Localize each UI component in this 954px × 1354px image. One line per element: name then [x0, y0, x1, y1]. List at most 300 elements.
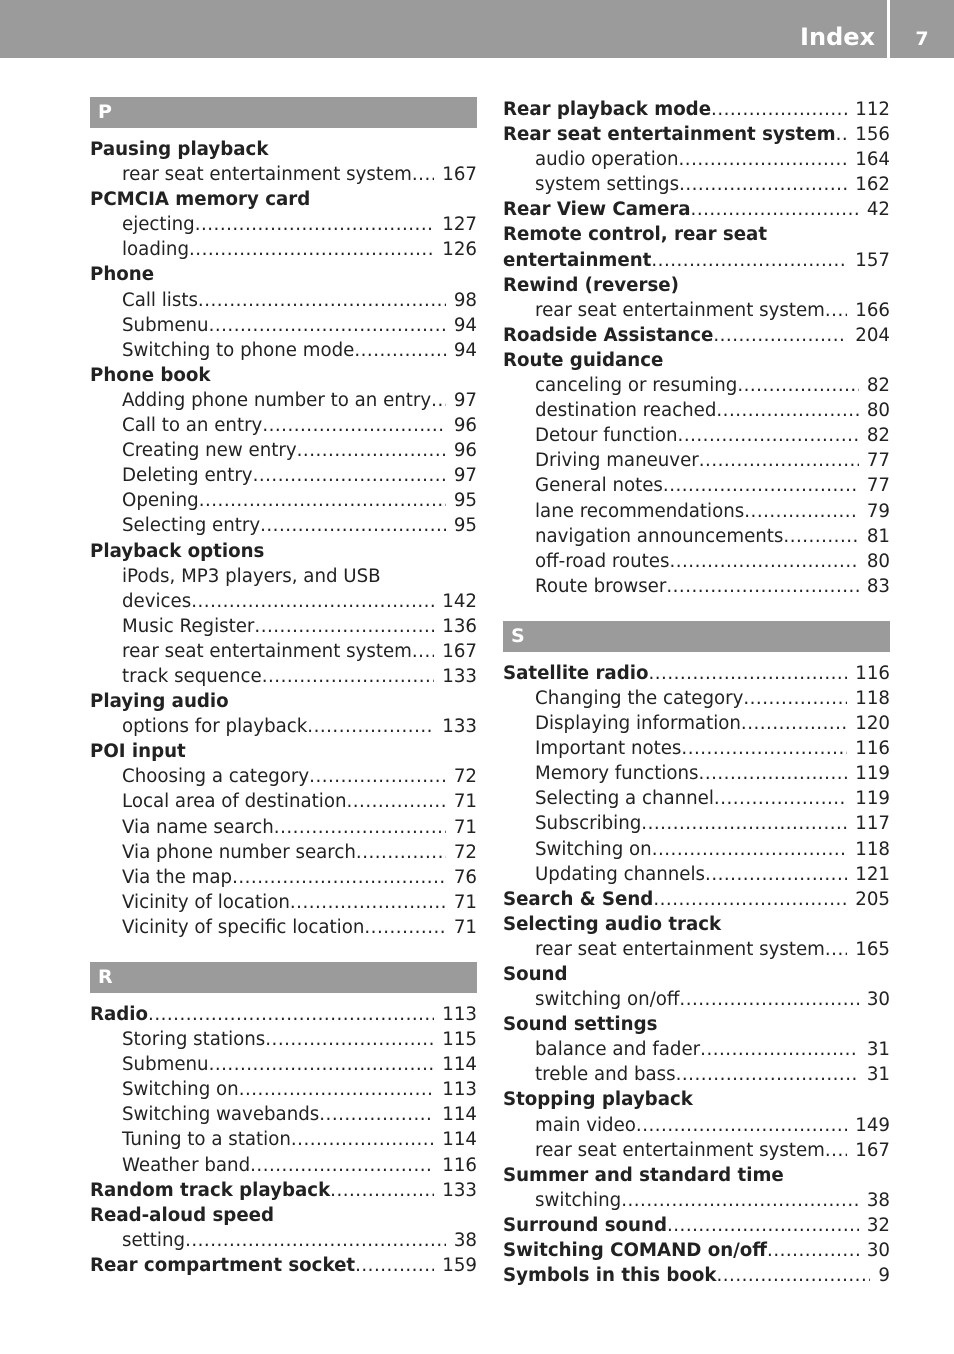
index-group-r	[90, 962, 477, 1278]
leader-dots	[356, 840, 446, 865]
entry-label: Creating new entry	[122, 440, 297, 462]
index-subentry[interactable]	[503, 1113, 890, 1138]
entry-page-number: 71	[453, 816, 477, 838]
index-subentry[interactable]	[90, 815, 477, 840]
entry-page-number: 159	[442, 1254, 477, 1276]
entry-label: Random track playback	[90, 1179, 331, 1201]
leader-dots	[743, 686, 847, 711]
leader-dots	[297, 438, 446, 463]
entry-label: Storing stations	[122, 1029, 266, 1051]
entry-page-number: 127	[442, 214, 477, 236]
index-entry	[503, 1087, 890, 1112]
entry-page-number: 72	[453, 841, 477, 863]
index-subentry[interactable]	[503, 786, 890, 811]
leader-dots	[431, 388, 446, 413]
entry-page-number: 117	[855, 813, 890, 835]
index-entry	[90, 539, 477, 564]
entry-label: Symbols in this book	[503, 1265, 717, 1287]
leader-dots	[741, 711, 847, 736]
index-subentry[interactable]	[90, 1228, 477, 1253]
index-entry	[503, 273, 890, 298]
entry-page-number: 164	[855, 149, 890, 171]
index-entry[interactable]	[503, 661, 890, 686]
entry-page-number: 72	[453, 766, 477, 788]
entry-label: Call lists	[122, 289, 198, 311]
index-entry[interactable]	[503, 248, 890, 273]
index-entry	[503, 348, 890, 373]
entry-label: Sound	[503, 964, 568, 985]
index-subentry[interactable]	[503, 172, 890, 197]
leader-dots	[290, 890, 446, 915]
index-subentry[interactable]	[90, 388, 477, 413]
page-title: Index	[800, 23, 875, 51]
leader-dots	[699, 448, 859, 473]
entry-label: rear seat entertainment system	[535, 938, 825, 960]
index-subentry[interactable]	[503, 499, 890, 524]
entry-label: Route guidance	[503, 349, 664, 371]
index-entry[interactable]	[503, 97, 890, 122]
index-entry	[90, 137, 477, 162]
leader-dots	[825, 937, 847, 962]
index-entry[interactable]	[503, 887, 890, 912]
leader-dots	[274, 815, 446, 840]
entry-page-number: 30	[866, 989, 890, 1011]
index-subentry[interactable]	[90, 313, 477, 338]
entry-page-number: 31	[866, 1039, 890, 1061]
entry-label: track sequence	[122, 665, 262, 687]
leader-dots	[691, 197, 859, 222]
leader-dots	[705, 862, 847, 887]
leader-dots	[355, 1253, 434, 1278]
index-subentry[interactable]	[90, 789, 477, 814]
entry-label: PCMCIA memory card	[90, 189, 311, 211]
index-subentry[interactable]	[503, 524, 890, 549]
entry-page-number: 116	[855, 662, 890, 684]
entry-label: Detour function	[535, 425, 678, 447]
index-subentry[interactable]	[503, 761, 890, 786]
index-entry	[90, 689, 477, 714]
leader-dots	[653, 887, 847, 912]
entry-label: Rear compartment socket	[90, 1254, 356, 1276]
entry-label: General notes	[535, 475, 663, 497]
entry-label: Tuning to a station	[122, 1129, 291, 1151]
entry-label: Local area of destination	[122, 791, 347, 813]
entry-label: Driving maneuver	[535, 450, 699, 472]
page-header	[0, 0, 954, 58]
entry-page-number: 95	[453, 490, 477, 512]
entry-label: Vicinity of location	[122, 891, 290, 913]
leader-dots	[663, 473, 859, 498]
index-entry[interactable]	[503, 323, 890, 348]
index-subentry[interactable]	[503, 987, 890, 1012]
entry-label: Sound settings	[503, 1014, 658, 1036]
entry-page-number: 82	[866, 425, 890, 447]
entry-page-number: 83	[866, 575, 890, 597]
entry-page-number: 205	[855, 888, 890, 910]
entry-label: Submenu	[122, 314, 209, 336]
leader-dots	[825, 298, 847, 323]
leader-dots	[737, 373, 859, 398]
entry-label: balance and fader	[535, 1039, 701, 1061]
leader-dots	[636, 1113, 847, 1138]
entry-page-number: 149	[855, 1114, 890, 1136]
leader-dots	[291, 1127, 434, 1152]
leader-dots	[700, 1037, 859, 1062]
entry-label: loading	[122, 239, 189, 261]
leader-dots	[711, 97, 847, 122]
entry-page-number: 116	[442, 1154, 477, 1176]
entry-page-number: 133	[442, 665, 477, 687]
index-subentry[interactable]	[503, 549, 890, 574]
entry-page-number: 97	[453, 465, 477, 487]
entry-page-number: 119	[855, 788, 890, 810]
entry-label: devices	[122, 590, 192, 612]
leader-dots	[199, 488, 446, 513]
entry-label: POI input	[90, 741, 186, 763]
entry-label: Submenu	[122, 1054, 209, 1076]
leader-dots	[260, 513, 446, 538]
index-subentry[interactable]	[503, 147, 890, 172]
index-subentry[interactable]	[503, 1037, 890, 1062]
leader-dots	[412, 639, 434, 664]
entry-page-number: 116	[855, 738, 890, 760]
index-subentry[interactable]	[90, 764, 477, 789]
entry-label: Call to an entry	[122, 415, 263, 437]
entry-page-number: 136	[442, 615, 477, 637]
index-entry[interactable]	[90, 1178, 477, 1203]
entry-label: Rear View Camera	[503, 199, 691, 221]
leader-dots	[185, 1228, 446, 1253]
entry-page-number: 133	[442, 716, 477, 738]
leader-dots	[239, 1077, 435, 1102]
entry-label: Satellite radio	[503, 662, 649, 684]
entry-label: entertainment	[503, 249, 652, 271]
entry-label: ejecting	[122, 214, 195, 236]
index-subentry[interactable]	[90, 438, 477, 463]
index-subentry[interactable]	[503, 1062, 890, 1087]
entry-label: Playing audio	[90, 691, 229, 713]
entry-page-number: 94	[453, 314, 477, 336]
index-subentry[interactable]	[503, 398, 890, 423]
entry-page-number: 9	[878, 1265, 890, 1287]
index-subentry[interactable]	[503, 862, 890, 887]
entry-label: Changing the category	[535, 687, 744, 709]
entry-label: Rewind (reverse)	[503, 274, 679, 296]
index-subentry[interactable]	[90, 1153, 477, 1178]
leader-dots	[191, 589, 434, 614]
entry-label: Read-aloud speed	[90, 1204, 275, 1226]
index-subentry[interactable]	[90, 840, 477, 865]
index-subentry[interactable]	[90, 162, 477, 187]
entry-label: Search & Send	[503, 888, 654, 910]
index-subentry[interactable]	[90, 589, 477, 614]
entry-label: Adding phone number to an entry	[122, 389, 432, 411]
index-entry[interactable]	[503, 197, 890, 222]
entry-label: Roadside Assistance	[503, 324, 714, 346]
entry-label: Selecting audio track	[503, 913, 722, 935]
entry-page-number: 79	[866, 500, 890, 522]
entry-label: Deleting entry	[122, 465, 253, 487]
index-subentry[interactable]	[503, 937, 890, 962]
entry-label: audio operation	[535, 149, 679, 171]
entry-label: Selecting entry	[122, 515, 261, 537]
index-subentry[interactable]	[90, 413, 477, 438]
entry-page-number: 115	[442, 1029, 477, 1051]
entry-label: main video	[535, 1114, 636, 1136]
entry-label: Vicinity of specific location	[122, 916, 365, 938]
index-entry	[503, 962, 890, 987]
leader-dots	[699, 761, 848, 786]
entry-page-number: 71	[453, 916, 477, 938]
leader-dots	[641, 811, 847, 836]
entry-label: Remote control, rear seat	[503, 224, 768, 246]
entry-page-number: 121	[855, 863, 890, 885]
leader-dots	[714, 786, 847, 811]
leader-dots	[836, 122, 848, 147]
index-subentry[interactable]	[503, 711, 890, 736]
entry-page-number: 80	[866, 400, 890, 422]
entry-label: treble and bass	[535, 1064, 676, 1086]
leader-dots	[262, 413, 446, 438]
entry-page-number: 142	[442, 590, 477, 612]
index-subentry[interactable]	[503, 1138, 890, 1163]
entry-page-number: 167	[442, 640, 477, 662]
index-subentry[interactable]	[503, 574, 890, 599]
entry-page-number: 71	[453, 791, 477, 813]
leader-dots	[667, 1213, 859, 1238]
entry-label: Phone book	[90, 364, 211, 386]
entry-label: options for playback	[122, 716, 308, 738]
leader-dots	[679, 987, 858, 1012]
entry-label: canceling or resuming	[535, 375, 738, 397]
index-subentry[interactable]	[503, 298, 890, 323]
leader-dots	[648, 661, 847, 686]
entry-label: Displaying information	[535, 713, 741, 735]
index-subentry[interactable]	[503, 686, 890, 711]
leader-dots	[825, 1138, 847, 1163]
index-subentry[interactable]	[503, 811, 890, 836]
leader-dots	[716, 398, 858, 423]
entry-label: Weather band	[122, 1154, 251, 1176]
index-entry[interactable]	[503, 122, 890, 147]
entry-label: off-road routes	[535, 550, 670, 572]
index-subentry[interactable]	[503, 1188, 890, 1213]
leader-dots	[309, 764, 446, 789]
index-entry[interactable]	[503, 1213, 890, 1238]
leader-dots	[679, 147, 848, 172]
entry-label: Switching to phone mode	[122, 339, 355, 361]
index-subentry[interactable]	[90, 288, 477, 313]
entry-page-number: 98	[453, 289, 477, 311]
index-subentry[interactable]	[90, 664, 477, 689]
index-column-right	[503, 97, 890, 1288]
entry-label: switching	[535, 1189, 622, 1211]
entry-page-number: 114	[442, 1129, 477, 1151]
leader-dots	[265, 1027, 434, 1052]
entry-page-number: 30	[866, 1240, 890, 1262]
entry-label: Switching COMAND on/off	[503, 1240, 768, 1262]
entry-label: Surround sound	[503, 1214, 667, 1236]
index-entry	[90, 262, 477, 287]
entry-label: Switching wavebands	[122, 1104, 320, 1126]
leader-dots	[354, 338, 445, 363]
entry-page-number: 204	[855, 324, 890, 346]
leader-dots	[651, 248, 847, 273]
leader-dots	[148, 1002, 434, 1027]
entry-page-number: 96	[453, 440, 477, 462]
index-column-left	[90, 97, 477, 1278]
entry-page-number: 114	[442, 1054, 477, 1076]
leader-dots	[232, 865, 446, 890]
entry-label: rear seat entertainment system	[535, 299, 825, 321]
leader-dots	[262, 664, 435, 689]
index-subentry[interactable]	[90, 237, 477, 262]
index-group-p	[90, 97, 477, 940]
entry-label: Selecting a channel	[535, 788, 714, 810]
leader-dots	[189, 237, 434, 262]
entry-label: rear seat entertainment system	[535, 1139, 825, 1161]
leader-dots	[767, 1238, 859, 1263]
section-letter-bar: S	[503, 621, 890, 652]
entry-page-number: 76	[453, 866, 477, 888]
entry-label: Switching on	[122, 1079, 239, 1101]
entry-label: Opening	[122, 490, 199, 512]
entry-page-number: 96	[453, 415, 477, 437]
entry-label: system settings	[535, 174, 680, 196]
entry-page-number: 94	[453, 339, 477, 361]
entry-label: navigation announcements	[535, 525, 784, 547]
index-subentry[interactable]	[90, 513, 477, 538]
entry-label: Via name search	[122, 816, 274, 838]
entry-label: Via the map	[122, 866, 233, 888]
entry-page-number: 126	[442, 239, 477, 261]
entry-label: Switching on	[535, 838, 652, 860]
index-subentry[interactable]	[90, 865, 477, 890]
index-subentry[interactable]	[90, 1102, 477, 1127]
entry-page-number: 77	[866, 475, 890, 497]
entry-label: destination reached	[535, 400, 717, 422]
entry-page-number: 38	[453, 1229, 477, 1251]
index-entry	[503, 1012, 890, 1037]
leader-dots	[307, 714, 434, 739]
index-subentry[interactable]	[90, 1027, 477, 1052]
entry-label: lane recommendations	[535, 500, 745, 522]
index-subentry[interactable]	[90, 890, 477, 915]
index-entry	[90, 363, 477, 388]
entry-page-number: 157	[855, 249, 890, 271]
entry-label: Memory functions	[535, 763, 699, 785]
entry-page-number: 166	[855, 299, 890, 321]
leader-dots	[254, 614, 434, 639]
index-subentry[interactable]	[90, 1077, 477, 1102]
index-subentry[interactable]	[90, 463, 477, 488]
index-subentry[interactable]	[90, 212, 477, 237]
index-subentry[interactable]	[90, 614, 477, 639]
leader-dots	[319, 1102, 434, 1127]
entry-label: Music Register	[122, 615, 255, 637]
entry-page-number: 42	[866, 199, 890, 221]
entry-label: Rear seat entertainment system	[503, 124, 836, 146]
index-subentry[interactable]	[503, 473, 890, 498]
index-subentry[interactable]	[90, 714, 477, 739]
section-letter-bar: R	[90, 962, 477, 993]
leader-dots	[209, 313, 446, 338]
leader-dots	[250, 1153, 434, 1178]
leader-dots	[412, 162, 434, 187]
entry-label: Playback options	[90, 540, 265, 562]
entry-page-number: 38	[866, 1189, 890, 1211]
entry-page-number: 71	[453, 891, 477, 913]
index-subentry[interactable]	[90, 338, 477, 363]
index-subentry[interactable]	[90, 639, 477, 664]
entry-page-number: 156	[855, 124, 890, 146]
leader-dots	[744, 499, 859, 524]
index-entry[interactable]	[503, 1263, 890, 1288]
entry-label: switching on/off	[535, 989, 680, 1011]
entry-label: Rear playback mode	[503, 99, 712, 120]
entry-label: Choosing a category	[122, 766, 310, 788]
entry-label: Updating channels	[535, 863, 706, 885]
entry-page-number: 118	[855, 687, 890, 709]
entry-page-number: 120	[855, 713, 890, 735]
index-entry[interactable]	[503, 1238, 890, 1263]
entry-page-number: 97	[453, 389, 477, 411]
entry-page-number: 167	[855, 1139, 890, 1161]
index-subentry[interactable]	[90, 1052, 477, 1077]
index-group-s	[503, 621, 890, 1288]
entry-page-number: 113	[442, 1004, 477, 1025]
entry-label: Route browser	[535, 575, 667, 597]
entry-label: Phone	[90, 264, 155, 286]
index-subentry[interactable]	[90, 915, 477, 940]
entry-page-number: 167	[442, 164, 477, 186]
index-subentry[interactable]	[503, 423, 890, 448]
index-entry[interactable]	[90, 1253, 477, 1278]
entry-page-number: 80	[866, 550, 890, 572]
index-entry	[503, 912, 890, 937]
index-subentry[interactable]	[503, 448, 890, 473]
entry-label: setting	[122, 1229, 186, 1251]
entry-page-number: 119	[855, 763, 890, 785]
entry-label: Subscribing	[535, 813, 642, 835]
entry-label: Via phone number search	[122, 841, 356, 863]
entry-label: iPods, MP3 players, and USB	[122, 565, 381, 587]
leader-dots	[195, 212, 435, 237]
entry-page-number: 32	[866, 1214, 890, 1236]
leader-dots	[716, 1263, 870, 1288]
index-subentry[interactable]	[90, 1127, 477, 1152]
entry-page-number: 162	[855, 174, 890, 196]
index-entry[interactable]	[90, 1002, 477, 1027]
index-subentry[interactable]	[90, 488, 477, 513]
index-subentry	[90, 564, 477, 589]
index-subentry[interactable]	[503, 373, 890, 398]
entry-label: Stopping playback	[503, 1089, 693, 1111]
index-subentry[interactable]	[503, 837, 890, 862]
leader-dots	[253, 463, 446, 488]
entry-page-number: 165	[855, 938, 890, 960]
entry-label: rear seat entertainment system	[122, 164, 412, 186]
leader-dots	[783, 524, 858, 549]
leader-dots	[678, 423, 859, 448]
index-subentry[interactable]	[503, 736, 890, 761]
index-entry	[503, 222, 890, 247]
entry-page-number: 82	[866, 375, 890, 397]
entry-label: Pausing playback	[90, 139, 269, 160]
leader-dots	[621, 1188, 859, 1213]
entry-label: Summer and standard time	[503, 1164, 784, 1186]
leader-dots	[346, 789, 445, 814]
